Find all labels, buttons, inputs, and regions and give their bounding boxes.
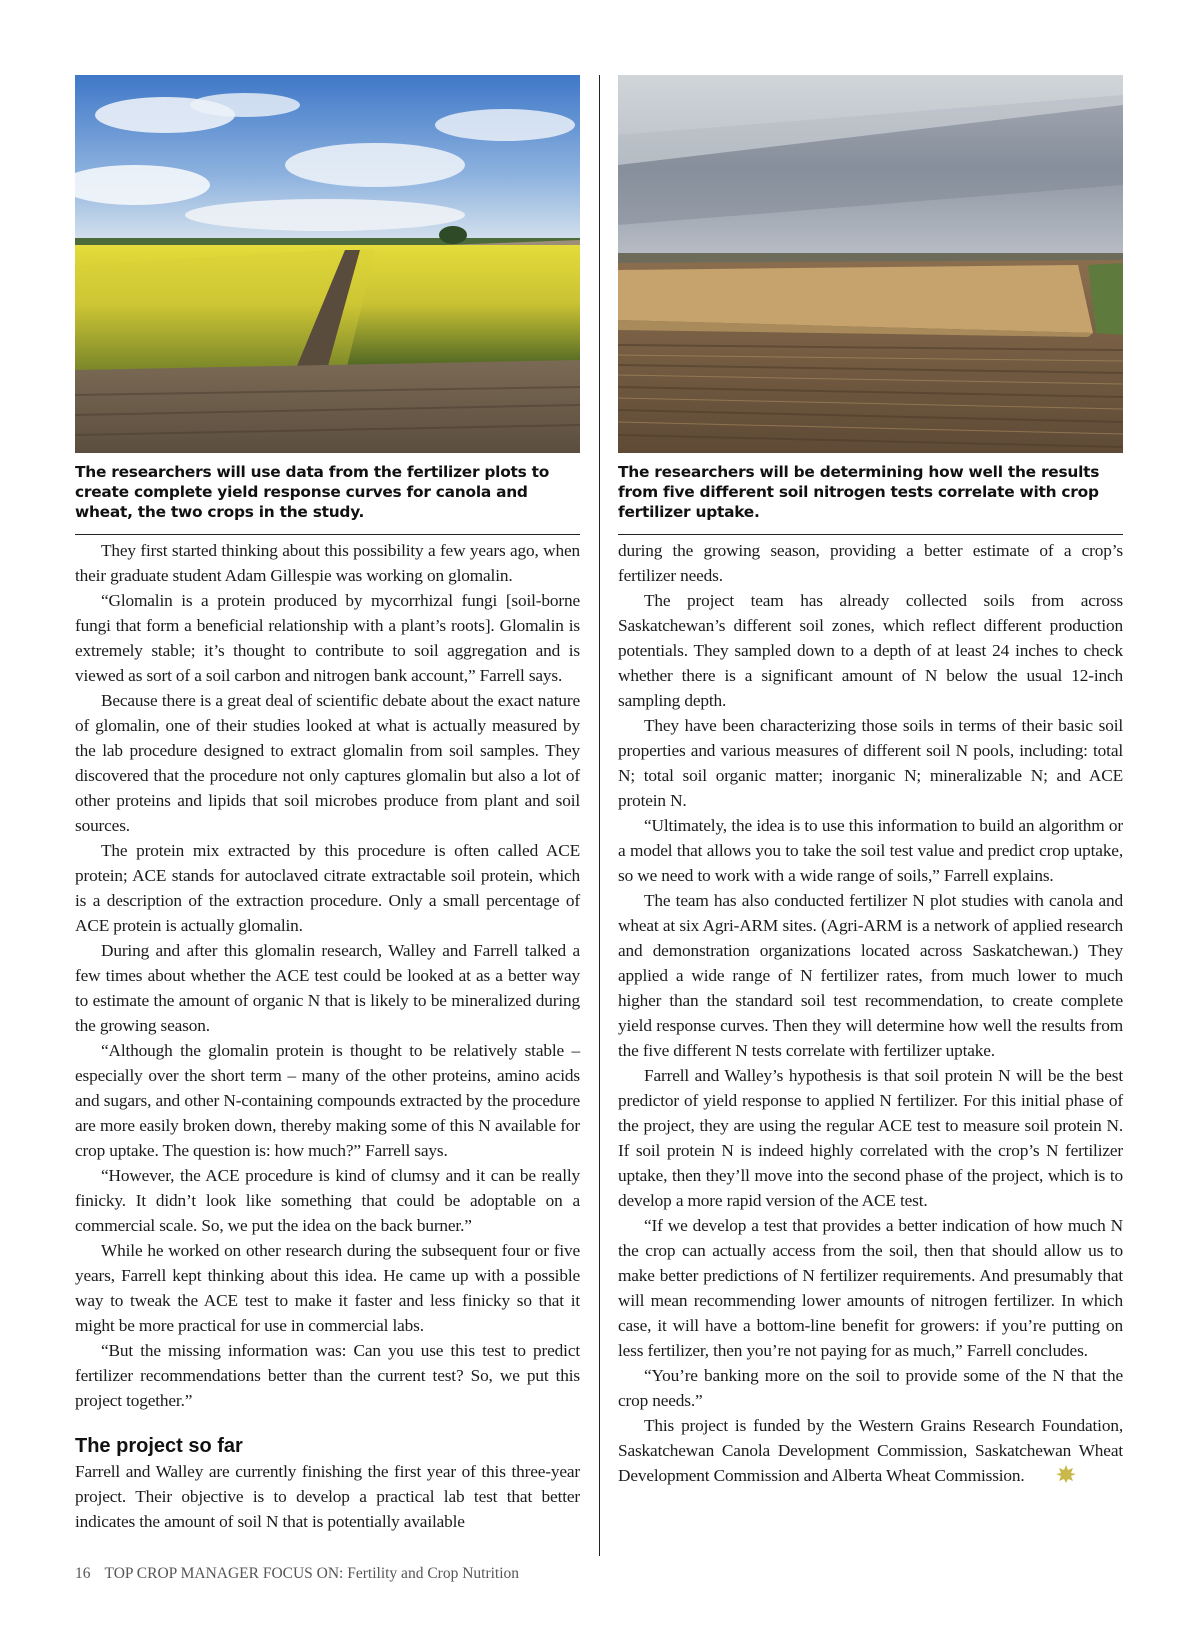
paragraph: “Ultimately, the idea is to use this information to build an algorithm or a model that allows you to take the soil test value and predict crop uptake, so we need to work with a wide range of soils,” Farrell explains. (618, 816, 1123, 885)
paragraph: “If we develop a test that provides a better indication of how much N the crop can actually access from the soil, then that should allow us to make better predictions of N fertilizer requirements. And presumably that will mean recommending lower amounts of nitrogen fertilizer. In which case, it will have a bottom-line benefit for growers: if you’re putting on less fertilizer, then you’re not paying for as much,” Farrell concludes. (618, 1216, 1123, 1360)
funding-text: This project is funded by the Western Grains Research Foundation, Saskatchewan Canola Development Commission, Saskatchewan Wheat Development Commission and Alberta Wheat Commission. (618, 1416, 1123, 1485)
paragraph: While he worked on other research during the subsequent four or five years, Farrell kept thinking about this idea. He came up with a possible way to tweak the ACE test to make it faster and less finicky so that it might be more practical for use in commercial labs. (75, 1241, 580, 1335)
paragraph: “You’re banking more on the soil to provide some of the N that the crop needs.” (618, 1366, 1123, 1410)
paragraph: “But the missing information was: Can you use this test to predict fertilizer recommendations better than the current test? So, we put this project together.” (75, 1341, 580, 1410)
column-divider (599, 75, 600, 1556)
wheat-field-photo (618, 75, 1123, 453)
paragraph: Farrell and Walley’s hypothesis is that soil protein N will be the best predictor of yield response to applied N fertilizer. For this initial phase of the project, they are using the regular ACE test to measure soil protein N. If soil protein N is indeed highly correlated with the crop’s N fertilizer uptake, then they’ll move into the second phase of the project, which is to develop a more rapid version of the ACE test. (618, 1066, 1123, 1210)
article-body-left (75, 538, 580, 1534)
paragraph: “Although the glomalin protein is thought to be relatively stable – especially over the short term – many of the other proteins, amino acids and sugars, and other N-containing compounds extracted by the procedure are more easily broken down, thereby making some of this N available for crop uptake. The question is: how much?” Farrell says. (75, 1041, 580, 1160)
paragraph: During and after this glomalin research, Walley and Farrell talked a few times about whether the ACE test could be looked at as a better way to estimate the amount of organic N that is likely to be mineralized during the growing season. (75, 941, 580, 1035)
section-heading: The project so far (75, 1435, 243, 1457)
paragraph: The team has also conducted fertilizer N plot studies with canola and wheat at six Agri-ARM sites. (Agri-ARM is a network of applied research and demonstration organizations located across Saskatchewan.) They applied a wide range of N fertilizer rates, from much lower to much higher than the standard soil test recommendation, to create complete yield response curves. Then they will determine how well the results from the five different N tests correlate with fertilizer uptake. (618, 891, 1123, 1060)
paragraph: “Glomalin is a protein produced by mycorrhizal fungi [soil-borne fungi that form a beneficial relationship with a plant’s roots]. Glomalin is extremely stable; it’s thought to contribute to soil aggregation and is viewed as sort of a soil carbon and nitrogen bank account,” Farrell says. (75, 591, 580, 685)
publication-name: TOP CROP MANAGER FOCUS ON: Fertility and Crop Nutrition (104, 1565, 520, 1582)
leaf-icon (1029, 1464, 1051, 1484)
paragraph: during the growing season, providing a better estimate of a crop’s fertilizer needs. (618, 541, 1123, 585)
canola-field-photo (75, 75, 580, 453)
paragraph: They have been characterizing those soils in terms of their basic soil properties and various measures of different soil N pools, including: total N; total soil organic matter; inorganic N; mineralizable N; and ACE protein N. (618, 716, 1123, 810)
page-footer (75, 1565, 519, 1583)
article-body-right (618, 538, 1123, 1488)
paragraph: The project team has already collected soils from across Saskatchewan’s different soil zones, which reflect different production potentials. They sampled down to a depth of at least 24 inches to check whether there is a significant amount of N below the usual 12-inch sampling depth. (618, 591, 1123, 710)
paragraph: The protein mix extracted by this procedure is often called ACE protein; ACE stands for autoclaved citrate extractable soil protein, which is a description of the extraction procedure. Only a small percentage of ACE protein is actually glomalin. (75, 841, 580, 935)
paragraph-funding (618, 1413, 1123, 1488)
photo-caption: The researchers will use data from the fertilizer plots to create complete yield response curves for canola and wheat, the two crops in the study. (75, 462, 580, 535)
right-column (618, 75, 1123, 1488)
paragraph: “However, the ACE procedure is kind of clumsy and it can be really finicky. It didn’t look like something that could be adoptable on a commercial scale. So, we put the idea on the back burner.” (75, 1166, 580, 1235)
paragraph: Farrell and Walley are currently finishing the first year of this three-year project. Their objective is to develop a practical lab test that better indicates the amount of soil N that is potentially available (75, 1462, 580, 1531)
left-column (75, 75, 580, 1534)
page-number: 16 (75, 1565, 91, 1582)
paragraph: They first started thinking about this possibility a few years ago, when their graduate student Adam Gillespie was working on glomalin. (75, 541, 580, 585)
paragraph: Because there is a great deal of scientific debate about the exact nature of glomalin, one of their studies looked at what is actually measured by the lab procedure designed to extract glomalin from soil samples. They discovered that the procedure not only captures glomalin but also a lot of other proteins and lipids that soil microbes produce from plant and soil sources. (75, 691, 580, 835)
photo-caption: The researchers will be determining how well the results from five different soil nitrogen tests correlate with crop fertilizer uptake. (618, 462, 1123, 535)
